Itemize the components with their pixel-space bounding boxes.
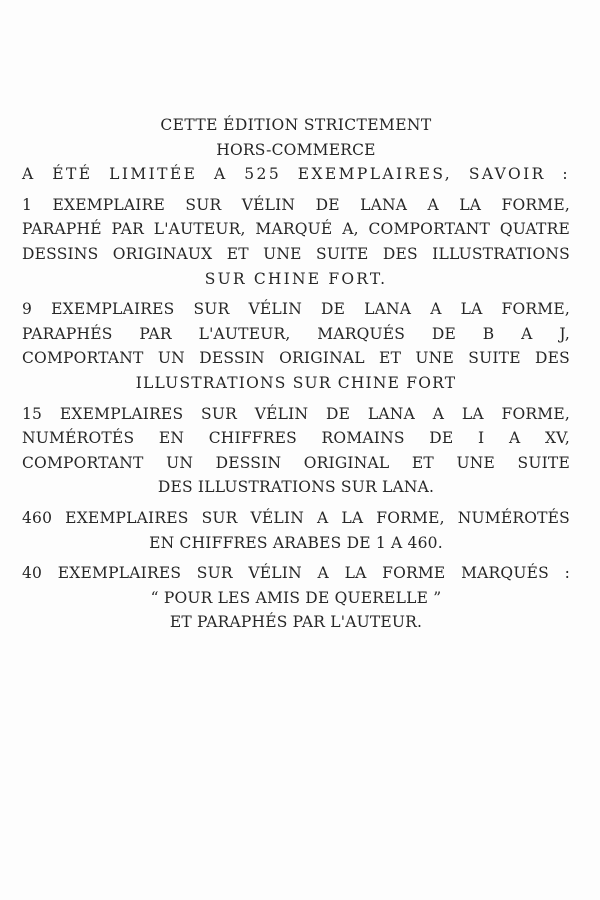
- paragraph-line: SUR CHINE FORT.: [204, 269, 388, 288]
- paragraph-exemplaires-b-j: [22, 297, 570, 395]
- paragraph-line: COMPORTANT UN DESSIN ORIGINAL ET UNE SUITE DES: [22, 349, 570, 368]
- heading-line-3: A ÉTÉ LIMITÉE A 525 EXEMPLAIRES, SAVOIR :: [22, 165, 570, 184]
- paragraph-line: ILLUSTRATIONS SUR CHINE FORT: [135, 373, 457, 392]
- paragraph-line: EN CHIFFRES ARABES DE 1 A 460.: [149, 533, 443, 552]
- paragraph-exemplaires-1-460: [22, 506, 570, 555]
- paragraph-line: NUMÉROTÉS EN CHIFFRES ROMAINS DE I A XV,: [22, 429, 570, 448]
- paragraph-line: 40 EXEMPLAIRES SUR VÉLIN A LA FORME MARQUÉS :: [22, 564, 570, 583]
- paragraph-line: DESSINS ORIGINAUX ET UNE SUITE DES ILLUSTRATIONS: [22, 244, 570, 263]
- paragraph-line: “ POUR LES AMIS DE QUERELLE ”: [150, 588, 442, 607]
- paragraph-line: DES ILLUSTRATIONS SUR LANA.: [157, 478, 435, 497]
- paragraph-exemplaires-i-xv: [22, 402, 570, 500]
- paragraph-line: PARAPHÉ PAR L'AUTEUR, MARQUÉ A, COMPORTANT QUATRE: [22, 220, 570, 239]
- paragraph-exemplaires-amis: [22, 561, 570, 635]
- paragraph-line: 9 EXEMPLAIRES SUR VÉLIN DE LANA A LA FORME,: [22, 300, 570, 319]
- paragraph-line: 1 EXEMPLAIRE SUR VÉLIN DE LANA A LA FORME,: [22, 195, 570, 214]
- paragraph-line: 460 EXEMPLAIRES SUR VÉLIN A LA FORME, NUMÉROTÉS: [22, 508, 570, 527]
- paragraph-line: COMPORTANT UN DESSIN ORIGINAL ET UNE SUITE: [22, 453, 570, 472]
- limitation-notice: [22, 113, 570, 635]
- heading-line-2: HORS-COMMERCE: [216, 140, 376, 159]
- paragraph-line: ET PARAPHÉS PAR L'AUTEUR.: [169, 613, 423, 632]
- heading-line-1: CETTE ÉDITION STRICTEMENT: [160, 116, 432, 134]
- paragraph-exemplaire-a: [22, 193, 570, 291]
- paragraph-line: 15 EXEMPLAIRES SUR VÉLIN DE LANA A LA FORME,: [22, 404, 570, 423]
- paragraph-line: PARAPHÉS PAR L'AUTEUR, MARQUÉS DE B A J,: [22, 324, 570, 343]
